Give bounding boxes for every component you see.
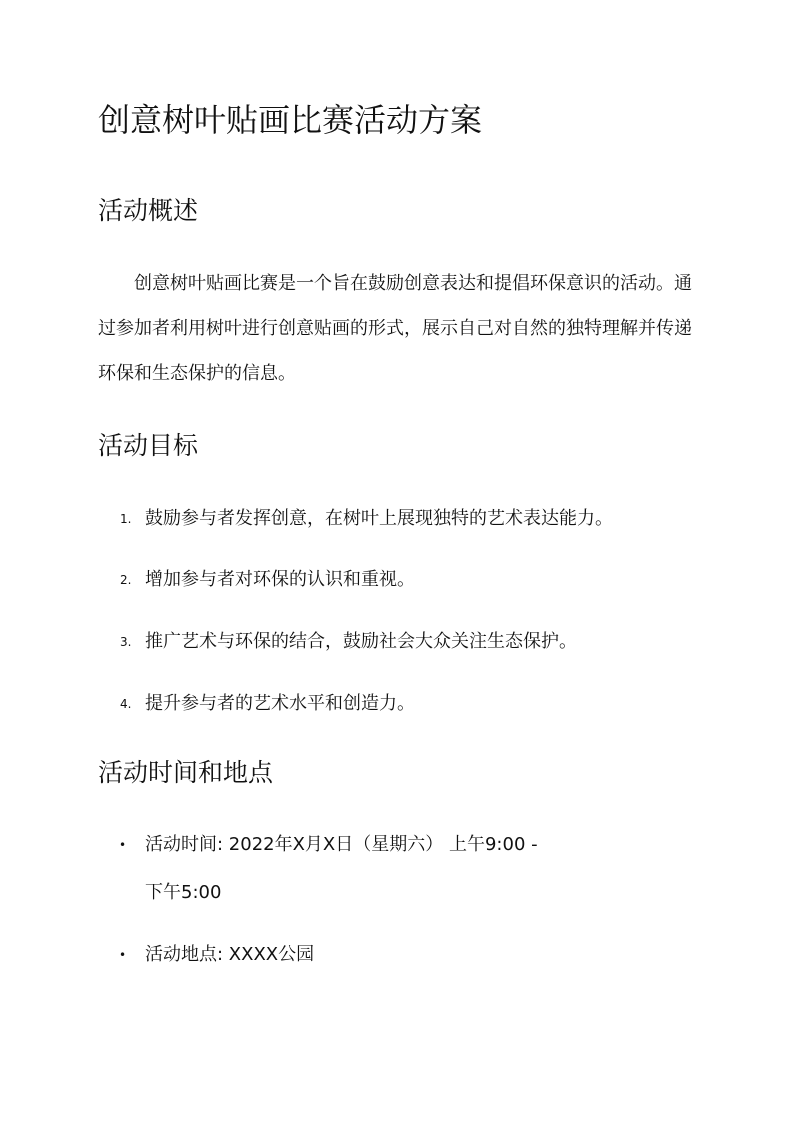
list-item [98,689,708,719]
list-item-number: 2. [120,573,132,587]
list-item [98,627,708,657]
list-item-text: 增加参与者对环保的认识和重视。 [145,569,415,590]
bullet-icon: • [119,948,127,962]
list-item [98,504,708,534]
list-item-text: 推广艺术与环保的结合，鼓励社会大众关注生态保护。 [145,631,577,652]
document-title: 创意树叶贴画比赛活动方案 [98,101,483,139]
list-item-text: 鼓励参与者发挥创意，在树叶上展现独特的艺术表达能力。 [145,508,613,529]
list-item-number: 3. [120,635,132,649]
section-heading-overview: 活动概述 [98,196,199,225]
time-line-2: 下午5:00 [145,882,222,903]
overview-paragraph: 创意树叶贴画比赛是一个旨在鼓励创意表达和提倡环保意识的活动。通过参加者利用树叶进行创意贴画的形式，展示自己对自然的独特理解并传递环保和生态保护的信息。 [98,273,692,384]
list-item-text [145,821,665,917]
bullet-icon: • [119,838,127,852]
list-item-number: 4. [120,697,132,711]
place-line: 活动地点: XXXX公园 [145,944,315,965]
list-item-text [145,931,665,979]
time-line-1: 活动时间: 2022年X月X日（星期六） 上午9:00 - [145,834,538,855]
section-heading-time-place: 活动时间和地点 [98,758,274,787]
list-item-text: 提升参与者的艺术水平和创造力。 [145,693,415,714]
section-heading-goals: 活动目标 [98,431,199,460]
list-item-number: 1. [120,512,132,526]
list-item [98,565,708,595]
